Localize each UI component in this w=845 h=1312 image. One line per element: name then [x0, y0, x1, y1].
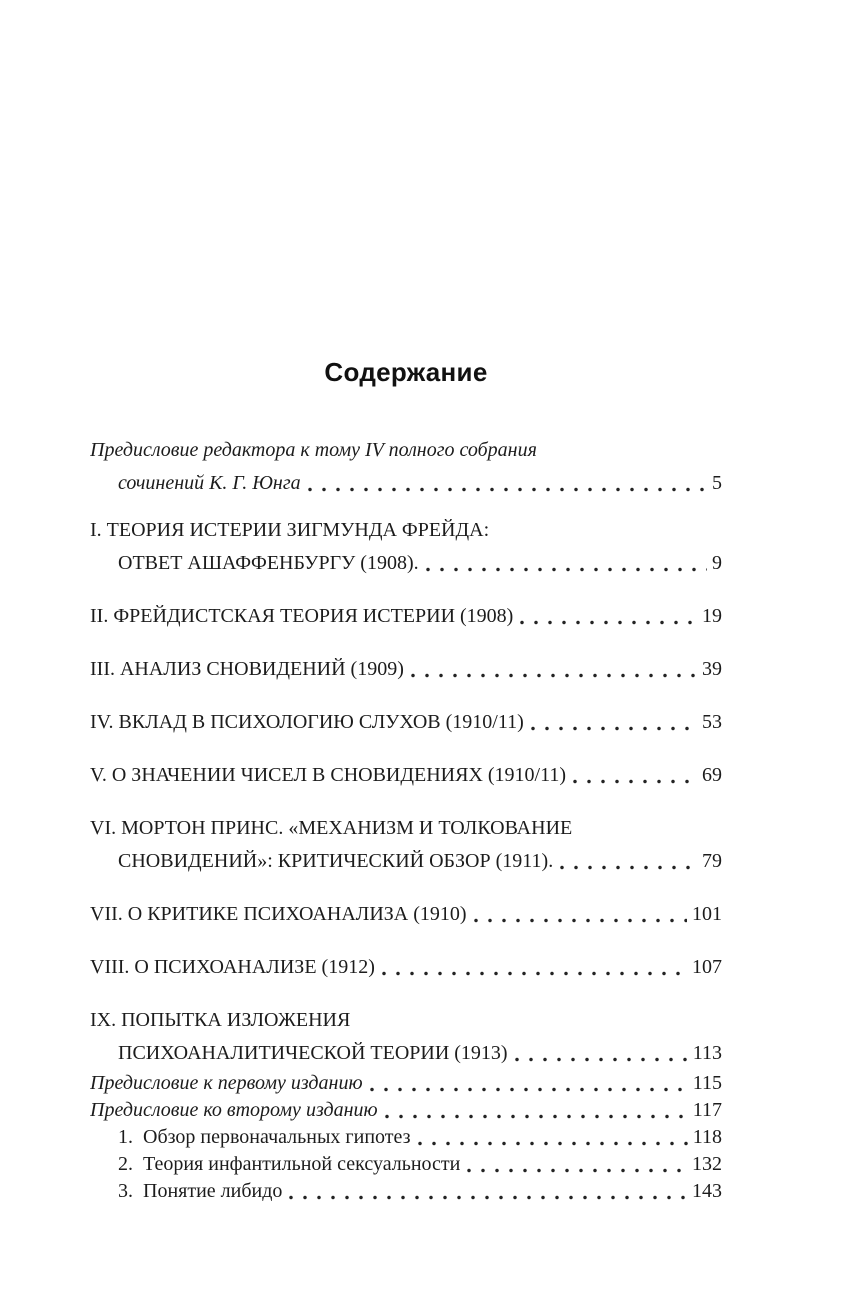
dot-leader — [375, 951, 690, 984]
page-number: 113 — [692, 1042, 722, 1064]
toc-entry-text: сочинений К. Г. Юнга — [118, 472, 301, 494]
page-number: 117 — [692, 1099, 722, 1121]
toc-entry-chapter-5 — [90, 759, 722, 792]
page-number: 107 — [692, 956, 722, 978]
dot-leader — [566, 759, 700, 792]
toc-entry-preface-first-edition — [90, 1070, 722, 1097]
toc-entry-line — [90, 951, 722, 984]
page-number: 143 — [692, 1180, 722, 1202]
toc-entry-text: СНОВИДЕНИЙ»: КРИТИЧЕСКИЙ ОБЗОР (1911). — [118, 850, 554, 872]
toc-entry-chapter-2 — [90, 600, 722, 633]
page-number: 79 — [702, 850, 722, 872]
toc-entry-text: Понятие либидо — [143, 1180, 283, 1202]
toc-entry-text: Обзор первоначальных гипотез — [143, 1126, 411, 1148]
toc-entry-line — [90, 812, 722, 845]
page-number: 19 — [702, 605, 722, 627]
page-number: 118 — [692, 1126, 722, 1148]
toc-entry-line — [90, 434, 722, 467]
toc-entry-text: VIII. О ПСИХОАНАЛИЗЕ (1912) — [90, 956, 375, 978]
toc-entry-chapter-8 — [90, 951, 722, 984]
toc-entry-line — [90, 1004, 722, 1037]
page-number: 132 — [692, 1153, 722, 1175]
toc-entry-line — [90, 547, 722, 580]
section-number: 3. — [118, 1180, 133, 1202]
toc-entry-chapter-9 — [90, 1004, 722, 1070]
dot-leader — [467, 898, 690, 931]
page-title: Содержание — [324, 357, 488, 387]
dot-leader — [460, 1151, 690, 1178]
toc-entry-editors-preface — [90, 434, 722, 500]
toc-entry-section-2 — [90, 1151, 722, 1178]
toc-entry-line — [90, 706, 722, 739]
toc-entry-text: Предисловие к первому изданию — [90, 1072, 363, 1094]
toc-entry-line — [90, 653, 722, 686]
page-number: 69 — [702, 764, 722, 786]
toc-entry-chapter-4 — [90, 706, 722, 739]
toc-entry-text: Предисловие ко второму изданию — [90, 1099, 378, 1121]
dot-leader — [508, 1037, 691, 1070]
toc-entry-line — [90, 1070, 722, 1097]
toc-entry-text: VI. МОРТОН ПРИНС. «МЕХАНИЗМ И ТОЛКОВАНИЕ — [90, 817, 573, 839]
toc-entry-chapter-7 — [90, 898, 722, 931]
toc-entry-line — [90, 1097, 722, 1124]
toc-entry-text: IV. ВКЛАД В ПСИХОЛОГИЮ СЛУХОВ (1910/11) — [90, 711, 524, 733]
toc-entry-text: III. АНАЛИЗ СНОВИДЕНИЙ (1909) — [90, 658, 404, 680]
toc-entry-line — [90, 1124, 722, 1151]
toc-entry-line — [90, 1178, 722, 1205]
page-number: 5 — [712, 472, 722, 494]
toc-entry-chapter-6 — [90, 812, 722, 878]
toc-entry-line — [90, 1037, 722, 1070]
dot-leader — [419, 547, 710, 580]
dot-leader — [524, 706, 700, 739]
toc-entry-text: II. ФРЕЙДИСТСКАЯ ТЕОРИЯ ИСТЕРИИ (1908) — [90, 605, 514, 627]
dot-leader — [363, 1070, 691, 1097]
toc-entry-section-1 — [90, 1124, 722, 1151]
section-number: 1. — [118, 1126, 133, 1148]
dot-leader — [411, 1124, 691, 1151]
toc-entry-text: I. ТЕОРИЯ ИСТЕРИИ ЗИГМУНДА ФРЕЙДА: — [90, 519, 490, 541]
dot-leader — [553, 845, 700, 878]
toc-entry-line — [90, 1151, 722, 1178]
toc-entry-line — [90, 898, 722, 931]
toc-content — [90, 357, 722, 1205]
page-number: 53 — [702, 711, 722, 733]
page-number: 9 — [712, 552, 722, 574]
toc-entry-preface-second-edition — [90, 1097, 722, 1124]
toc-entry-line — [90, 759, 722, 792]
toc-entry-text: Предисловие редактора к тому IV полного собрания — [90, 439, 537, 461]
page-number: 101 — [692, 903, 722, 925]
page-number: 39 — [702, 658, 722, 680]
dot-leader — [378, 1097, 691, 1124]
toc-entry-text: VII. О КРИТИКЕ ПСИХОАНАЛИЗА (1910) — [90, 903, 467, 925]
toc-entry-line — [90, 600, 722, 633]
toc-entry-text: IX. ПОПЫТКА ИЗЛОЖЕНИЯ — [90, 1009, 351, 1031]
section-number: 2. — [118, 1153, 133, 1175]
dot-leader — [301, 467, 710, 500]
toc-entry-text: ОТВЕТ АШАФФЕНБУРГУ (1908). — [118, 552, 419, 574]
toc-entry-chapter-1 — [90, 514, 722, 580]
dot-leader — [513, 600, 700, 633]
dot-leader — [282, 1178, 690, 1205]
toc-entry-text: Теория инфантильной сексуальности — [143, 1153, 461, 1175]
toc-entry-text: ПСИХОАНАЛИТИЧЕСКОЙ ТЕОРИИ (1913) — [118, 1042, 508, 1064]
toc-entry-line — [90, 514, 722, 547]
toc-entry-line — [90, 845, 722, 878]
page-number: 115 — [692, 1072, 722, 1094]
toc-entry-chapter-3 — [90, 653, 722, 686]
toc-entry-line — [90, 467, 722, 500]
toc-entry-section-3 — [90, 1178, 722, 1205]
toc-entry-text: V. О ЗНАЧЕНИИ ЧИСЕЛ В СНОВИДЕНИЯХ (1910/11) — [90, 764, 567, 786]
dot-leader — [404, 653, 700, 686]
